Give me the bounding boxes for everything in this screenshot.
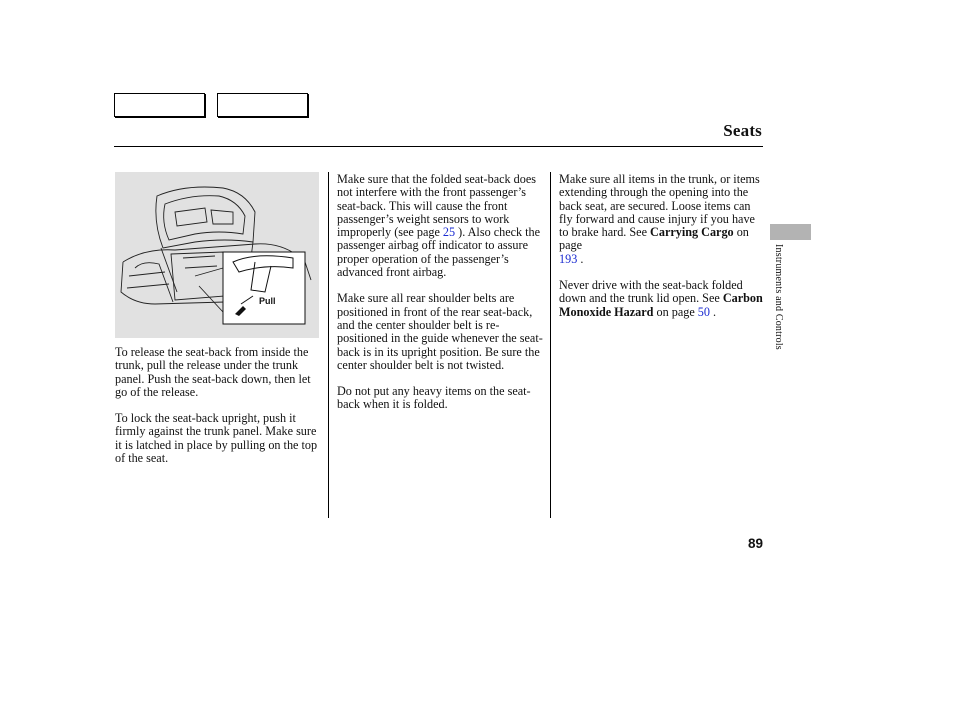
page-title: Seats — [723, 121, 762, 140]
ref-carbon-monoxide-hazard: Carbon Monoxide Hazard — [559, 291, 763, 319]
page-link-193[interactable]: 193 — [559, 251, 578, 266]
paragraph-release-seatback: To release the seat-back from inside the trunk, pull the release under the trunk panel. Push the seat-back down, then let go of the release. — [115, 345, 311, 399]
text-column-2 — [337, 173, 547, 425]
section-label: Instruments and Controls — [773, 244, 784, 350]
header-rule — [114, 146, 763, 147]
paragraph-never-drive: Never drive with the seat-back folded down and the trunk lid open. See Carbon Monoxide Hazard on page 50 . — [559, 278, 763, 319]
column-divider-2 — [550, 172, 551, 518]
paragraph-lock-seatback: To lock the seat-back upright, push it firmly against the trunk panel. Make sure it is latched in place by pulling on the top of the seat. — [115, 411, 318, 466]
page-link-25[interactable]: 25 — [442, 225, 456, 240]
nav-button-next[interactable] — [217, 93, 308, 117]
paragraph-secure-items: Make sure all items in the trunk, or items extending through the opening into the back seat, are secured. Loose items can fly forward and cause injury if you have to brake hard. See Carrying Cargo on page 193 . — [559, 172, 760, 266]
text-column-3 — [559, 173, 765, 332]
section-tab[interactable] — [770, 224, 811, 240]
pull-callout-label: Pull — [259, 296, 276, 306]
trunk-seatback-release-illustration — [115, 172, 319, 338]
paragraph-heavy-items: Do not put any heavy items on the seat-back when it is folded. — [337, 384, 531, 412]
column-divider-1 — [328, 172, 329, 518]
ref-carrying-cargo: Carrying Cargo — [650, 225, 734, 240]
paragraph-shoulder-belts: Make sure all rear shoulder belts are positioned in front of the rear seat-back, and the center shoulder belt is re-positioned in the guide whenever the seat-back is in its upright position. Be sure the center shoulder belt is not twisted. — [337, 291, 543, 372]
page-link-50[interactable]: 50 — [697, 304, 710, 319]
page-number: 89 — [747, 536, 763, 551]
text-column-1 — [115, 346, 323, 478]
trunk-drawing — [115, 172, 319, 338]
nav-button-previous[interactable] — [114, 93, 205, 117]
paragraph-folded-seatback: Make sure that the folded seat-back does not interfere with the front passenger’s seat-back. This will cause the front passenger’s weight sensors to work improperly (see page 25 ). Also check the passenger airbag off indicator to assure proper operation of the passenger’s advanced front airbag. — [337, 172, 541, 280]
